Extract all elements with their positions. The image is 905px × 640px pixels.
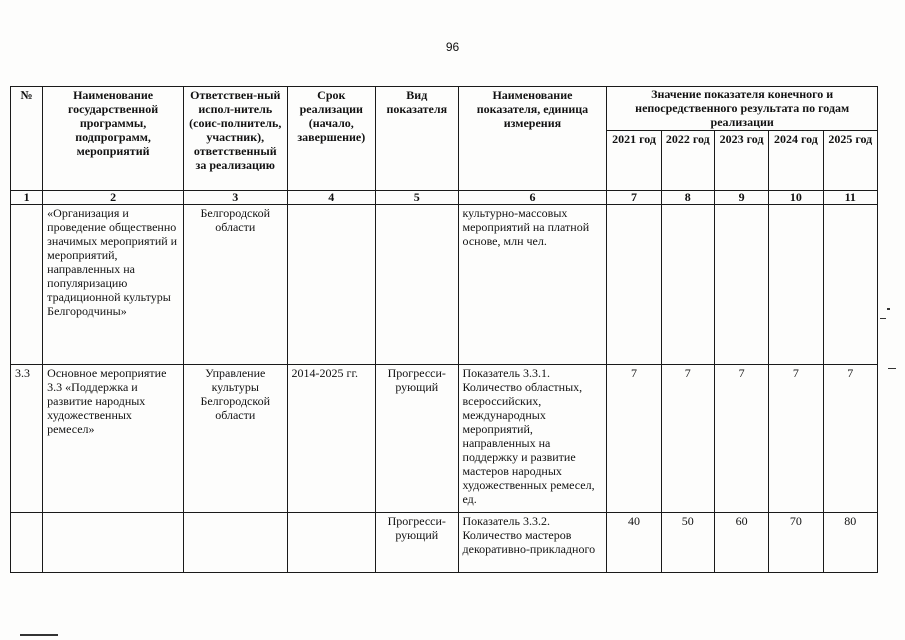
scan-mark xyxy=(880,318,886,319)
scan-mark xyxy=(887,308,890,310)
row-program: Основное мероприятие 3.3 «Поддержка и развитие народных художественных ремесел» xyxy=(43,365,184,513)
header-responsible: Ответствен-ный испол-нитель (соис-полнитель, участник), ответственный за реализацию xyxy=(183,87,287,191)
column-number: 6 xyxy=(458,191,607,205)
header-year-2025: 2025 год xyxy=(823,131,877,191)
column-numbers-row xyxy=(11,191,878,205)
column-number: 11 xyxy=(823,191,877,205)
row-value-2024: 70 xyxy=(769,513,823,573)
row-value-2025: 80 xyxy=(823,513,877,573)
column-number: 3 xyxy=(183,191,287,205)
row-responsible: Белгородской области xyxy=(183,205,287,365)
row-indicator: Показатель 3.3.2. Количество мастеров декоративно-прикладного xyxy=(458,513,607,573)
column-number: 7 xyxy=(607,191,661,205)
header-type: Вид показателя xyxy=(376,87,458,191)
table-row xyxy=(11,365,878,513)
row-num xyxy=(11,513,43,573)
row-type: Прогресси-рующий xyxy=(376,513,458,573)
scan-mark xyxy=(20,634,58,636)
row-num xyxy=(11,205,43,365)
header-values-group: Значение показателя конечного и непосредственного результата по годам реализации xyxy=(607,87,878,131)
row-period: 2014-2025 гг. xyxy=(287,365,376,513)
table-row xyxy=(11,513,878,573)
column-number: 2 xyxy=(43,191,184,205)
header-year-2022: 2022 год xyxy=(661,131,714,191)
row-value-2024 xyxy=(769,205,823,365)
column-number: 9 xyxy=(714,191,768,205)
row-type: Прогресси-рующий xyxy=(376,365,458,513)
row-value-2024: 7 xyxy=(769,365,823,513)
row-program: «Организация и проведение общественно значимых мероприятий и мероприятий, направленных на популяризацию традиционной культуры Белгородчины» xyxy=(43,205,184,365)
row-responsible: Управление культуры Белгородской области xyxy=(183,365,287,513)
row-indicator: Показатель 3.3.1. Количество областных, всероссийских, международных мероприятий, направленных на поддержку и развитие мастеров народных художественных ремесел, ед. xyxy=(458,365,607,513)
column-number: 8 xyxy=(661,191,714,205)
row-program xyxy=(43,513,184,573)
scan-mark xyxy=(888,368,896,369)
header-year-2024: 2024 год xyxy=(769,131,823,191)
header-program: Наименование государственной программы, подпрограмм, мероприятий xyxy=(43,87,184,191)
row-value-2023 xyxy=(714,205,768,365)
row-value-2022: 50 xyxy=(661,513,714,573)
page-number: 96 xyxy=(445,40,460,54)
row-value-2021: 7 xyxy=(607,365,661,513)
indicators-table xyxy=(10,86,878,573)
column-number: 5 xyxy=(376,191,458,205)
header-period: Срок реализации (начало, завершение) xyxy=(287,87,376,191)
table-row xyxy=(11,205,878,365)
row-value-2023: 60 xyxy=(714,513,768,573)
row-value-2021: 40 xyxy=(607,513,661,573)
column-number: 1 xyxy=(11,191,43,205)
row-value-2022 xyxy=(661,205,714,365)
row-value-2021 xyxy=(607,205,661,365)
row-value-2022: 7 xyxy=(661,365,714,513)
header-indicator: Наименование показателя, единица измерения xyxy=(458,87,607,191)
column-number: 4 xyxy=(287,191,376,205)
row-period xyxy=(287,205,376,365)
row-value-2023: 7 xyxy=(714,365,768,513)
header-year-2023: 2023 год xyxy=(714,131,768,191)
column-number: 10 xyxy=(769,191,823,205)
row-type xyxy=(376,205,458,365)
header-year-2021: 2021 год xyxy=(607,131,661,191)
row-indicator: культурно-массовых мероприятий на платной основе, млн чел. xyxy=(458,205,607,365)
header-num: № xyxy=(11,87,43,191)
row-responsible xyxy=(183,513,287,573)
row-period xyxy=(287,513,376,573)
row-value-2025 xyxy=(823,205,877,365)
row-num: 3.3 xyxy=(11,365,43,513)
row-value-2025: 7 xyxy=(823,365,877,513)
